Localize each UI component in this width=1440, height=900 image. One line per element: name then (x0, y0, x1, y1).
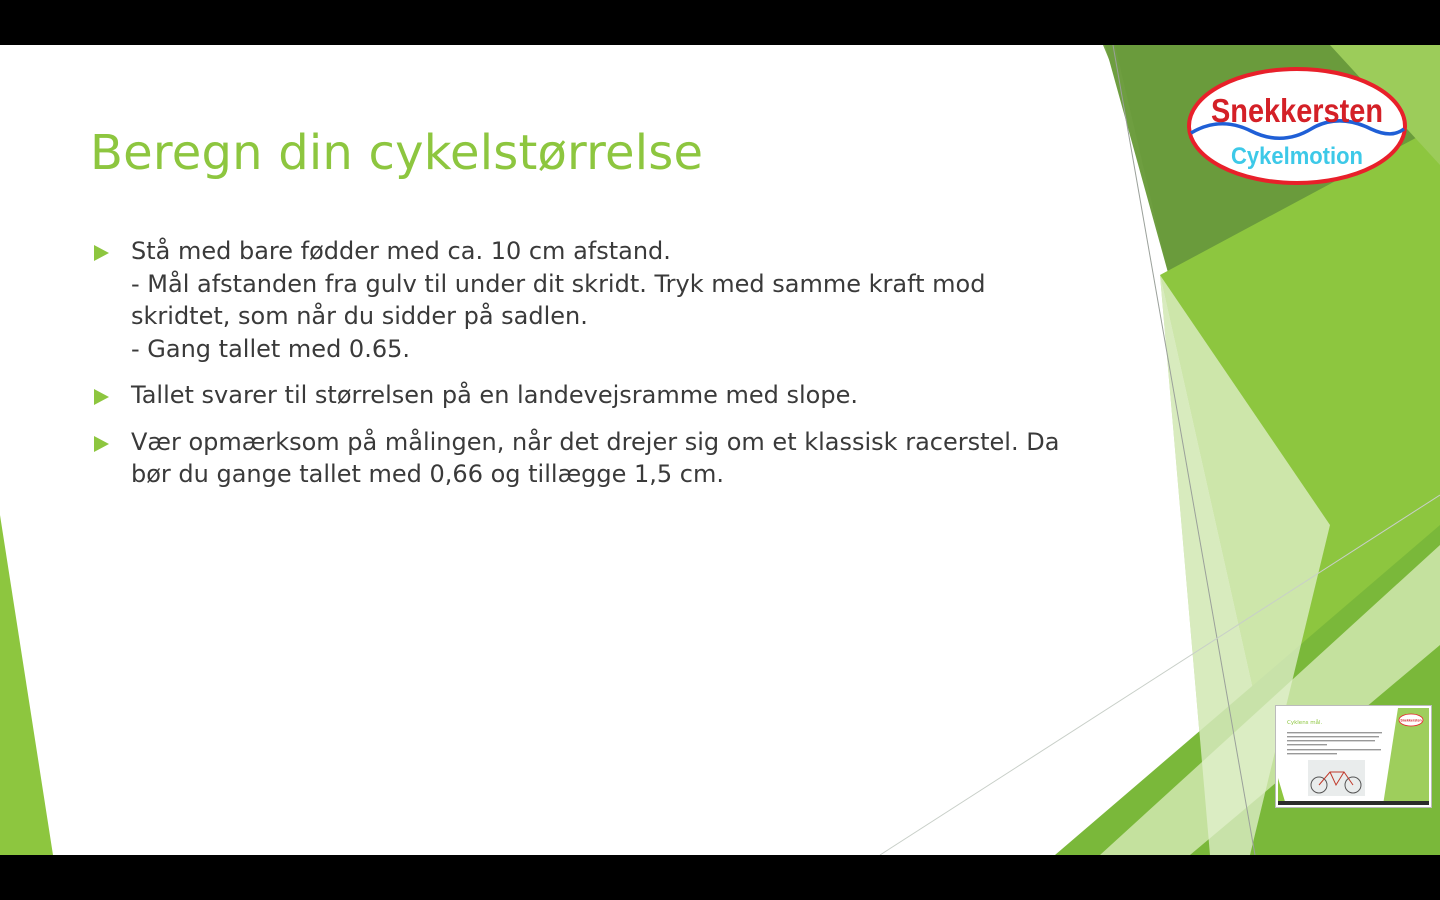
triangle-bullet-icon (94, 389, 109, 405)
bullet-text-line: bør du gange tallet med 0,66 og tillægge 1,5 cm. (131, 460, 724, 488)
bullet-list (90, 235, 1090, 505)
bullet-text-line: Vær opmærksom på målingen, når det drejer sig om et klassisk racerstel. Da (131, 427, 1060, 456)
bullet-item (90, 379, 1090, 412)
thumbnail-preview (1278, 708, 1429, 805)
bullet-text-line: - Mål afstanden fra gulv til under dit skridt. Tryk med samme kraft mod (131, 269, 986, 298)
slide-title: Beregn din cykelstørrelse (90, 125, 704, 181)
logo-text-secondary: Cykelmotion (1231, 143, 1363, 170)
thumbnail-logo-text: Snekkersten (1400, 718, 1422, 723)
bullet-text-line: Tallet svarer til størrelsen på en landevejsramme med slope. (131, 381, 858, 409)
slide (0, 45, 1440, 855)
triangle-bullet-icon (94, 245, 109, 261)
bicycle-icon (1308, 760, 1365, 796)
bullet-text-line: - Gang tallet med 0.65. (131, 334, 410, 363)
bullet-item (90, 235, 1090, 365)
bullet-text-line: skridtet, som når du sidder på sadlen. (131, 302, 588, 330)
bg-left-wedge (0, 515, 53, 855)
bullet-text-line: Stå med bare fødder med ca. 10 cm afstand. (131, 237, 671, 265)
next-slide-thumbnail[interactable] (1276, 706, 1431, 807)
triangle-bullet-icon (94, 436, 109, 452)
thumbnail-title: Cyklens mål. (1287, 720, 1323, 726)
bullet-item (90, 426, 1090, 491)
snekkersten-logo (1186, 65, 1408, 187)
logo-text-primary: Snekkersten (1211, 92, 1383, 129)
